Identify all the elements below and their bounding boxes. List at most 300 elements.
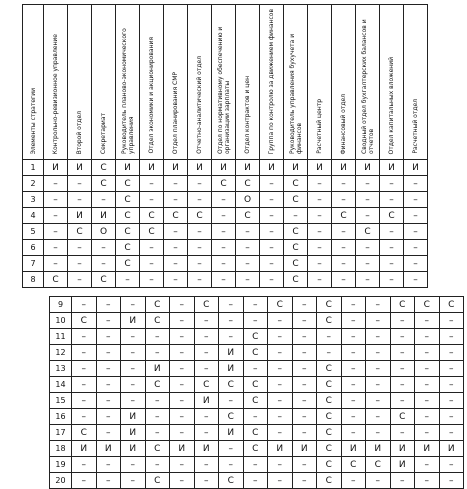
table-cell: – bbox=[317, 329, 342, 345]
column-header-department bbox=[92, 5, 116, 160]
table-cell: – bbox=[170, 409, 195, 425]
table-cell: С bbox=[219, 377, 244, 393]
table-cell: – bbox=[194, 313, 219, 329]
table-cell: С bbox=[92, 176, 116, 192]
table-cell: И bbox=[44, 160, 68, 176]
strategy-table-part2 bbox=[49, 296, 464, 489]
table-row bbox=[50, 345, 464, 361]
table-cell: – bbox=[194, 345, 219, 361]
table-cell: – bbox=[366, 393, 391, 409]
row-number-cell: 20 bbox=[50, 473, 72, 489]
table-cell: – bbox=[341, 329, 366, 345]
table-cell: – bbox=[341, 313, 366, 329]
row-number-cell: 16 bbox=[50, 409, 72, 425]
table-cell: С bbox=[92, 272, 116, 288]
table-row bbox=[50, 457, 464, 473]
table-cell: – bbox=[341, 473, 366, 489]
table-cell: С bbox=[317, 457, 342, 473]
table-cell: С bbox=[116, 224, 140, 240]
table-cell: – bbox=[415, 473, 440, 489]
table-cell: – bbox=[68, 240, 92, 256]
table-cell: С bbox=[116, 240, 140, 256]
table-cell: И bbox=[121, 425, 146, 441]
column-header-label: Элементы стратегии bbox=[29, 87, 37, 154]
table-cell: – bbox=[170, 473, 195, 489]
row-number-cell: 2 bbox=[23, 176, 44, 192]
row-number-cell: 14 bbox=[50, 377, 72, 393]
table-cell: С bbox=[68, 224, 92, 240]
row-number-cell: 11 bbox=[50, 329, 72, 345]
table-cell: – bbox=[415, 393, 440, 409]
table-cell: – bbox=[212, 208, 236, 224]
table-cell: – bbox=[236, 272, 260, 288]
table-cell: – bbox=[439, 409, 464, 425]
table-cell: – bbox=[72, 297, 97, 313]
table-cell: – bbox=[236, 256, 260, 272]
table-cell: – bbox=[96, 409, 121, 425]
table-cell: – bbox=[439, 457, 464, 473]
table-row bbox=[50, 425, 464, 441]
table-cell: И bbox=[72, 441, 97, 457]
table-cell: С bbox=[284, 272, 308, 288]
table-cell: С bbox=[236, 176, 260, 192]
table-cell: – bbox=[170, 361, 195, 377]
table-cell: О bbox=[236, 192, 260, 208]
table-cell: – bbox=[308, 272, 332, 288]
table-cell: И bbox=[96, 441, 121, 457]
column-header-department bbox=[308, 5, 332, 160]
table-cell: – bbox=[415, 457, 440, 473]
column-header-department bbox=[332, 5, 356, 160]
table-cell: – bbox=[308, 208, 332, 224]
table-cell: И bbox=[219, 361, 244, 377]
table-cell: – bbox=[219, 457, 244, 473]
table-cell: С bbox=[194, 377, 219, 393]
column-header-department bbox=[188, 5, 212, 160]
table-cell: И bbox=[188, 160, 212, 176]
row-number-cell: 12 bbox=[50, 345, 72, 361]
table-cell: – bbox=[96, 361, 121, 377]
table-cell: – bbox=[164, 192, 188, 208]
column-header-label: Финансовый отдел bbox=[340, 93, 347, 154]
table-cell: – bbox=[188, 256, 212, 272]
table-cell: И bbox=[194, 393, 219, 409]
column-header-elements bbox=[23, 5, 44, 160]
table-cell: – bbox=[44, 224, 68, 240]
table-cell: – bbox=[366, 329, 391, 345]
table-cell: – bbox=[341, 377, 366, 393]
table-cell: С bbox=[284, 176, 308, 192]
column-header-department bbox=[404, 5, 428, 160]
table-cell: – bbox=[188, 240, 212, 256]
table-cell: – bbox=[96, 297, 121, 313]
table-cell: – bbox=[390, 425, 415, 441]
column-header-label: Секретариат bbox=[100, 112, 107, 154]
column-header-label: Отдел по нормативному обеспечению и организации зарплаты bbox=[216, 26, 231, 154]
table-cell: – bbox=[439, 393, 464, 409]
table-cell: С bbox=[145, 473, 170, 489]
table-row bbox=[23, 256, 428, 272]
table-cell: – bbox=[188, 272, 212, 288]
table-cell: – bbox=[439, 361, 464, 377]
table-cell: И bbox=[260, 160, 284, 176]
table-row bbox=[23, 176, 428, 192]
table-cell: – bbox=[44, 240, 68, 256]
table-cell: – bbox=[404, 272, 428, 288]
table-cell: – bbox=[121, 473, 146, 489]
table-cell: – bbox=[92, 240, 116, 256]
table-cell: И bbox=[308, 160, 332, 176]
table-cell: И bbox=[219, 345, 244, 361]
row-number-cell: 7 bbox=[23, 256, 44, 272]
table-cell: С bbox=[380, 208, 404, 224]
table-cell: – bbox=[96, 393, 121, 409]
table-cell: – bbox=[170, 457, 195, 473]
table-row bbox=[23, 160, 428, 176]
table-cell: – bbox=[390, 377, 415, 393]
table-cell: – bbox=[72, 361, 97, 377]
table-cell: – bbox=[243, 313, 268, 329]
table-cell: И bbox=[390, 441, 415, 457]
table-cell: И bbox=[439, 441, 464, 457]
column-header-label: Руководитель управления бухучета и финансов bbox=[288, 33, 303, 154]
column-header-department bbox=[116, 5, 140, 160]
table-cell: – bbox=[219, 441, 244, 457]
table-cell: – bbox=[415, 425, 440, 441]
table-cell: – bbox=[292, 425, 317, 441]
table-cell: – bbox=[188, 176, 212, 192]
table-cell: – bbox=[260, 224, 284, 240]
table-row bbox=[23, 272, 428, 288]
column-header-department bbox=[44, 5, 68, 160]
row-number-cell: 8 bbox=[23, 272, 44, 288]
table-cell: – bbox=[390, 473, 415, 489]
table-cell: – bbox=[236, 224, 260, 240]
table-cell: – bbox=[292, 297, 317, 313]
table-cell: – bbox=[212, 192, 236, 208]
table-cell: – bbox=[116, 272, 140, 288]
table-cell: С bbox=[317, 313, 342, 329]
table-cell: – bbox=[390, 329, 415, 345]
table-cell: С bbox=[164, 208, 188, 224]
table-cell: – bbox=[308, 240, 332, 256]
table-cell: С bbox=[284, 224, 308, 240]
table-cell: – bbox=[356, 240, 380, 256]
table-cell: – bbox=[72, 409, 97, 425]
table-cell: И bbox=[404, 160, 428, 176]
table-cell: – bbox=[366, 361, 391, 377]
table-cell: – bbox=[194, 457, 219, 473]
table-cell: С bbox=[268, 297, 293, 313]
row-number-cell: 18 bbox=[50, 441, 72, 457]
table-cell: – bbox=[268, 425, 293, 441]
table-cell: С bbox=[145, 377, 170, 393]
table-cell: И bbox=[212, 160, 236, 176]
table-cell: – bbox=[366, 297, 391, 313]
table-cell: – bbox=[308, 176, 332, 192]
table-cell: С bbox=[145, 441, 170, 457]
table-cell: С bbox=[415, 297, 440, 313]
table-cell: С bbox=[317, 409, 342, 425]
table-cell: С bbox=[92, 160, 116, 176]
column-header-label: Контрольно-ревизионное управление bbox=[52, 33, 59, 154]
table-cell: – bbox=[404, 240, 428, 256]
table-cell: – bbox=[268, 313, 293, 329]
table-cell: – bbox=[170, 393, 195, 409]
table-cell: – bbox=[292, 457, 317, 473]
table-cell: – bbox=[170, 345, 195, 361]
table-cell: – bbox=[236, 240, 260, 256]
table-cell: – bbox=[68, 176, 92, 192]
table-cell: И bbox=[121, 409, 146, 425]
table-cell: – bbox=[212, 224, 236, 240]
table-cell: – bbox=[404, 176, 428, 192]
table-cell: С bbox=[243, 393, 268, 409]
table-cell: – bbox=[194, 473, 219, 489]
table-cell: – bbox=[292, 393, 317, 409]
table-cell: – bbox=[404, 192, 428, 208]
table-row bbox=[23, 240, 428, 256]
table-cell: – bbox=[72, 393, 97, 409]
table-cell: – bbox=[164, 272, 188, 288]
column-header-label: Группа по контролю за движением финансов bbox=[268, 8, 275, 154]
table-cell: С bbox=[72, 425, 97, 441]
table-row bbox=[50, 361, 464, 377]
table-cell: – bbox=[317, 345, 342, 361]
table-cell: – bbox=[194, 329, 219, 345]
table-cell: – bbox=[439, 313, 464, 329]
table-cell: – bbox=[404, 224, 428, 240]
table-cell: – bbox=[140, 192, 164, 208]
table-cell: – bbox=[96, 457, 121, 473]
table-cell: – bbox=[44, 176, 68, 192]
table-cell: – bbox=[212, 256, 236, 272]
table-cell: – bbox=[415, 377, 440, 393]
table-row bbox=[50, 297, 464, 313]
table-cell: С bbox=[317, 425, 342, 441]
column-header-department bbox=[356, 5, 380, 160]
row-number-cell: 3 bbox=[23, 192, 44, 208]
column-header-department bbox=[68, 5, 92, 160]
table-cell: С bbox=[317, 297, 342, 313]
table-cell: – bbox=[292, 409, 317, 425]
table-cell: – bbox=[380, 272, 404, 288]
table-row bbox=[50, 377, 464, 393]
table-cell: С bbox=[243, 329, 268, 345]
table-cell: С bbox=[366, 457, 391, 473]
column-header-department bbox=[380, 5, 404, 160]
row-number-cell: 4 bbox=[23, 208, 44, 224]
table-cell: – bbox=[243, 297, 268, 313]
table-cell: – bbox=[121, 297, 146, 313]
table-cell: – bbox=[219, 329, 244, 345]
table-cell: – bbox=[366, 409, 391, 425]
table-cell: – bbox=[356, 192, 380, 208]
table-cell: С bbox=[243, 441, 268, 457]
column-header-department bbox=[164, 5, 188, 160]
table-cell: – bbox=[268, 409, 293, 425]
column-header-label: Расчетный центр bbox=[316, 99, 323, 154]
table-cell: – bbox=[170, 377, 195, 393]
table-cell: И bbox=[356, 160, 380, 176]
column-header-department bbox=[212, 5, 236, 160]
table-cell: – bbox=[145, 345, 170, 361]
table-cell: – bbox=[292, 329, 317, 345]
table-cell: С bbox=[72, 313, 97, 329]
table-cell: – bbox=[390, 345, 415, 361]
table-cell: – bbox=[194, 361, 219, 377]
table-cell: – bbox=[404, 256, 428, 272]
table-cell: С bbox=[284, 256, 308, 272]
table-cell: – bbox=[439, 377, 464, 393]
table-cell: – bbox=[260, 176, 284, 192]
table-cell: И bbox=[332, 160, 356, 176]
table-cell: – bbox=[366, 313, 391, 329]
table-cell: – bbox=[390, 393, 415, 409]
table-cell: С bbox=[317, 393, 342, 409]
table-cell: – bbox=[260, 208, 284, 224]
table-cell: С bbox=[140, 224, 164, 240]
table-cell: – bbox=[194, 409, 219, 425]
table-cell: – bbox=[390, 361, 415, 377]
table-cell: – bbox=[268, 473, 293, 489]
table-cell: – bbox=[380, 176, 404, 192]
table-cell: – bbox=[404, 208, 428, 224]
column-header-label: Отдел экономики и акционирования bbox=[148, 37, 155, 154]
table-cell: И bbox=[121, 441, 146, 457]
table-cell: С bbox=[317, 441, 342, 457]
table-cell: – bbox=[292, 473, 317, 489]
table-cell: С bbox=[341, 457, 366, 473]
table-cell: И bbox=[116, 160, 140, 176]
table-cell: И bbox=[341, 441, 366, 457]
table-cell: – bbox=[96, 377, 121, 393]
table-cell: – bbox=[292, 361, 317, 377]
table-cell: – bbox=[96, 345, 121, 361]
table-cell: – bbox=[292, 345, 317, 361]
table-cell: И bbox=[380, 160, 404, 176]
table-cell: – bbox=[308, 256, 332, 272]
table-cell: С bbox=[219, 409, 244, 425]
table-cell: О bbox=[92, 224, 116, 240]
table-cell: – bbox=[292, 377, 317, 393]
table-cell: С bbox=[243, 345, 268, 361]
table-cell: С bbox=[116, 176, 140, 192]
table-cell: С bbox=[243, 425, 268, 441]
table-cell: – bbox=[92, 192, 116, 208]
table-cell: – bbox=[284, 208, 308, 224]
table-cell: – bbox=[68, 192, 92, 208]
table-cell: – bbox=[164, 256, 188, 272]
table-cell: И bbox=[164, 160, 188, 176]
table-cell: – bbox=[96, 329, 121, 345]
table-cell: – bbox=[260, 272, 284, 288]
table-cell: И bbox=[219, 425, 244, 441]
table-cell: – bbox=[356, 176, 380, 192]
table-cell: И bbox=[292, 441, 317, 457]
table-cell: – bbox=[341, 409, 366, 425]
table-row bbox=[23, 224, 428, 240]
table-cell: – bbox=[164, 224, 188, 240]
table-cell: – bbox=[145, 393, 170, 409]
table-cell: – bbox=[72, 345, 97, 361]
table-cell: – bbox=[415, 361, 440, 377]
table-cell: И bbox=[236, 160, 260, 176]
table-cell: – bbox=[380, 224, 404, 240]
table-cell: – bbox=[170, 297, 195, 313]
table-cell: – bbox=[268, 361, 293, 377]
table-cell: – bbox=[243, 457, 268, 473]
table-cell: С bbox=[317, 361, 342, 377]
table-cell: – bbox=[341, 297, 366, 313]
table-cell: – bbox=[96, 473, 121, 489]
column-header-label: Расчетный отдел bbox=[412, 99, 419, 154]
table-cell: – bbox=[390, 313, 415, 329]
table-cell: – bbox=[72, 473, 97, 489]
table-cell: С bbox=[439, 297, 464, 313]
table-cell: – bbox=[268, 457, 293, 473]
table-cell: – bbox=[72, 457, 97, 473]
table-cell: – bbox=[268, 393, 293, 409]
table-cell: – bbox=[140, 176, 164, 192]
column-header-department bbox=[260, 5, 284, 160]
table-cell: – bbox=[170, 425, 195, 441]
table-cell: И bbox=[121, 313, 146, 329]
row-number-cell: 9 bbox=[50, 297, 72, 313]
table-cell: – bbox=[212, 272, 236, 288]
table-cell: – bbox=[366, 377, 391, 393]
table-cell: И bbox=[140, 160, 164, 176]
table-cell: С bbox=[212, 176, 236, 192]
table-cell: – bbox=[145, 409, 170, 425]
table-cell: – bbox=[332, 192, 356, 208]
table-cell: С bbox=[317, 473, 342, 489]
table-cell: – bbox=[332, 272, 356, 288]
table-cell: – bbox=[366, 425, 391, 441]
table-cell: – bbox=[44, 208, 68, 224]
table-cell: И bbox=[145, 361, 170, 377]
table-cell: – bbox=[68, 272, 92, 288]
table-cell: – bbox=[308, 224, 332, 240]
table-cell: С bbox=[116, 192, 140, 208]
table-cell: – bbox=[356, 256, 380, 272]
header-row bbox=[23, 5, 428, 160]
table-cell: – bbox=[341, 361, 366, 377]
table-cell: – bbox=[44, 192, 68, 208]
table-cell: – bbox=[292, 313, 317, 329]
row-number-cell: 17 bbox=[50, 425, 72, 441]
table-cell: – bbox=[164, 176, 188, 192]
strategy-table-part1 bbox=[22, 4, 428, 288]
table-cell: – bbox=[366, 345, 391, 361]
table-cell: – bbox=[415, 345, 440, 361]
table-cell: С bbox=[116, 256, 140, 272]
table-cell: – bbox=[268, 377, 293, 393]
table-cell: И bbox=[68, 208, 92, 224]
column-header-label: Сводный отдел бухгалтерских балансов и отчетов bbox=[360, 19, 375, 154]
table-row bbox=[23, 192, 428, 208]
table-cell: – bbox=[260, 240, 284, 256]
table-cell: – bbox=[121, 457, 146, 473]
table-cell: – bbox=[92, 256, 116, 272]
table-cell: – bbox=[341, 393, 366, 409]
table-cell: С bbox=[236, 208, 260, 224]
table-cell: – bbox=[341, 345, 366, 361]
table-cell: С bbox=[44, 272, 68, 288]
column-header-label: Отдел планирования СМР bbox=[172, 71, 179, 154]
column-header-label: Отдел контрактов и цен bbox=[244, 76, 251, 154]
table-cell: – bbox=[268, 329, 293, 345]
